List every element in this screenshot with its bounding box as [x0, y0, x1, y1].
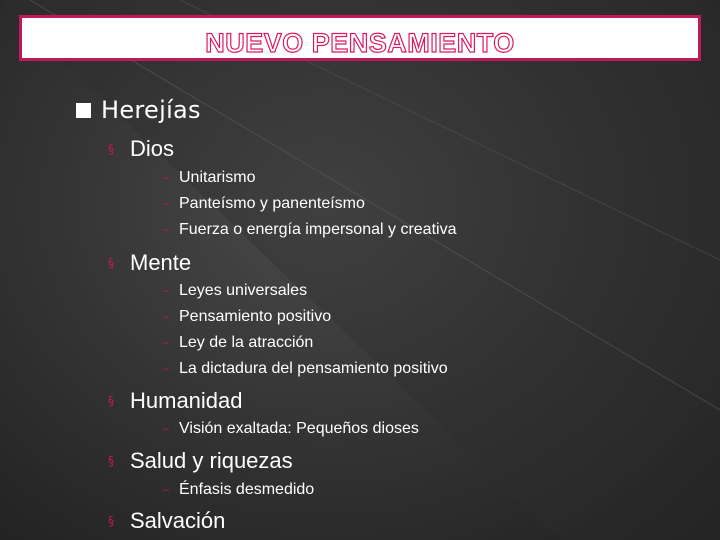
- section-bullet-icon: §: [108, 394, 114, 408]
- section-label: Salvación: [130, 508, 226, 533]
- list-item-text: Ley de la atracción: [179, 334, 314, 351]
- section-mente: [108, 250, 191, 276]
- section-bullet-icon: §: [108, 142, 114, 156]
- list-item: [163, 282, 307, 300]
- list-item-text: Unitarismo: [179, 169, 256, 186]
- dash-bullet-icon: –: [163, 423, 170, 435]
- square-bullet-icon: [76, 103, 91, 118]
- dash-bullet-icon: –: [163, 484, 170, 496]
- section-label: Mente: [130, 250, 192, 275]
- dash-bullet-icon: –: [163, 198, 170, 210]
- dash-bullet-icon: –: [163, 172, 170, 184]
- list-item-text: Pensamiento positivo: [179, 308, 332, 325]
- section-bullet-icon: §: [108, 256, 114, 270]
- list-item-text: Visión exaltada: Pequeños dioses: [179, 420, 419, 437]
- list-item: [163, 195, 365, 213]
- list-item: [163, 221, 456, 239]
- section-label: Dios: [130, 136, 175, 161]
- list-item-text: La dictadura del pensamiento positivo: [179, 360, 448, 377]
- list-item-text: Leyes universales: [179, 282, 308, 299]
- list-item-text: Fuerza o energía impersonal y creativa: [179, 221, 457, 238]
- list-item: [163, 481, 314, 499]
- section-label: Salud y riquezas: [130, 448, 293, 473]
- slide-heading: Herejías: [101, 96, 201, 124]
- slide-title: NUEVO PENSAMIENTO: [205, 27, 515, 58]
- section-bullet-icon: §: [108, 514, 114, 528]
- section-dios: [108, 136, 174, 162]
- list-item: [163, 420, 419, 438]
- list-item: [163, 169, 255, 187]
- section-salud-y-riquezas: [108, 448, 293, 474]
- section-label: Humanidad: [130, 388, 243, 413]
- section-humanidad: [108, 388, 243, 414]
- list-item: [163, 308, 331, 326]
- dash-bullet-icon: –: [163, 363, 170, 375]
- dash-bullet-icon: –: [163, 224, 170, 236]
- dash-bullet-icon: –: [163, 285, 170, 297]
- section-salvacion: [108, 508, 225, 534]
- dash-bullet-icon: –: [163, 311, 170, 323]
- list-item: [163, 334, 313, 352]
- list-item-text: Énfasis desmedido: [179, 481, 315, 498]
- list-item: [163, 360, 448, 378]
- dash-bullet-icon: –: [163, 337, 170, 349]
- heading-row: [76, 96, 201, 124]
- section-bullet-icon: §: [108, 454, 114, 468]
- list-item-text: Panteísmo y panenteísmo: [179, 195, 365, 212]
